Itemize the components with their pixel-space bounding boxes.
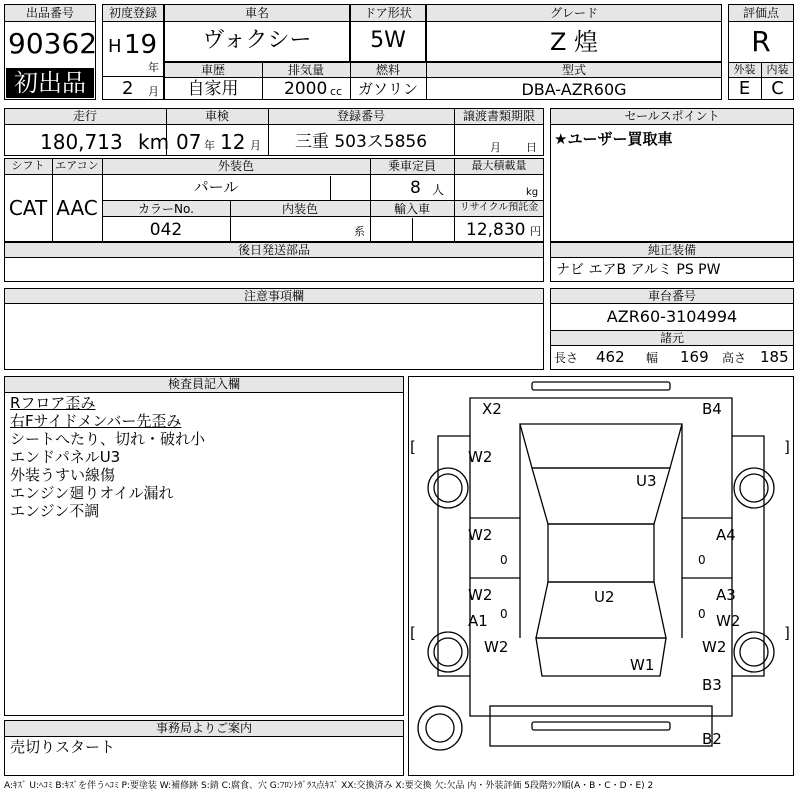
- grade: Z 煌: [549, 28, 599, 56]
- era: H: [108, 36, 122, 57]
- row3-div-import: [412, 218, 413, 242]
- inspector-note-1: Rフロア歪み: [10, 394, 96, 412]
- mark-a1: A1: [468, 612, 488, 630]
- import-label: 輸入車: [393, 202, 430, 216]
- spare-tire: [418, 706, 462, 750]
- month-unit: 月: [148, 85, 159, 98]
- height-label: 高さ: [722, 351, 747, 365]
- transfer-label: 譲渡書類期限: [462, 109, 535, 123]
- score-label: 評価点: [742, 6, 779, 20]
- capacity-label: 乗車定員: [387, 159, 436, 173]
- mark-a3: A3: [716, 586, 736, 604]
- insp-month: 12: [220, 130, 246, 154]
- sales-text: ★ユーザー買取車: [554, 130, 673, 148]
- rear-bumper-shape: [532, 722, 670, 730]
- fuel-label: 燃料: [375, 63, 400, 77]
- int-color-unit: 系: [354, 225, 365, 238]
- office-label: 事務局よりご案内: [155, 721, 252, 735]
- int-color-label: 内装色: [281, 202, 318, 216]
- inspector-note-7: エンジン不調: [10, 502, 100, 520]
- dims-label: 諸元: [659, 331, 684, 345]
- first-reg-label: 初度登録: [108, 6, 157, 20]
- door-type: 5W: [370, 28, 406, 53]
- bracket-fr: ]: [784, 438, 790, 456]
- history-label: 車歴: [200, 63, 225, 77]
- mark-b3: B3: [702, 676, 722, 694]
- spare-tire-inner: [426, 714, 454, 742]
- height: 185: [760, 348, 789, 366]
- row3-div-pearl: [330, 176, 331, 200]
- int-score: C: [771, 78, 784, 99]
- ext-color: パール: [193, 178, 239, 196]
- mileage-label: 走行: [72, 109, 97, 123]
- color-no-label: カラーNo.: [138, 202, 194, 216]
- inspector-note-6: エンジン廻りオイル漏れ: [10, 484, 174, 502]
- notes-label: 注意事項欄: [243, 289, 304, 303]
- mark-a4: A4: [716, 526, 736, 544]
- capacity-unit: 人: [432, 183, 445, 197]
- car-diagram: [408, 376, 794, 776]
- capacity: 8: [410, 178, 421, 198]
- ext-label: 外装: [733, 63, 756, 76]
- ext-score: E: [738, 78, 751, 99]
- displacement: 2000: [284, 79, 328, 99]
- mark-w2-rl-fender: W2: [484, 638, 509, 656]
- disp-unit: cc: [330, 85, 343, 98]
- transfer-day-unit: 日: [526, 141, 537, 154]
- mark-zero-l1: 0: [500, 553, 508, 567]
- mark-zero-r2: 0: [698, 607, 706, 621]
- mark-w2-rl-door: W2: [468, 586, 493, 604]
- load-unit: kg: [526, 187, 539, 198]
- shift-label: シフト: [11, 159, 45, 172]
- reg-number: 三重 503ス5856: [294, 132, 428, 152]
- inspector-note-2: 右Fサイドメンバー先歪み: [10, 412, 182, 430]
- width: 169: [680, 348, 709, 366]
- windshield-shape: [520, 424, 682, 468]
- insp-year: 07: [176, 130, 202, 154]
- first-badge-text: 初出品: [14, 69, 86, 97]
- inspector-note-3: シートへたり、切れ・破れ小: [10, 430, 206, 448]
- recycle: 12,830: [466, 220, 526, 240]
- mileage: 180,713: [40, 130, 123, 154]
- width-label: 幅: [646, 351, 659, 365]
- ext-color-label: 外装色: [217, 159, 254, 173]
- color-no: 042: [149, 220, 183, 240]
- later-label: 後日発送部品: [237, 243, 310, 257]
- car-name: ヴォクシー: [202, 28, 312, 53]
- name-label: 車名: [244, 6, 269, 20]
- load-label: 最大積載量: [471, 159, 527, 172]
- mark-u3: U3: [636, 472, 657, 490]
- mark-zero-l2: 0: [500, 607, 508, 621]
- fuel: ガソリン: [357, 80, 418, 98]
- shift: CAT: [8, 196, 48, 220]
- year-unit: 年: [148, 61, 159, 74]
- equipment: ナビ エアB アルミ PS PW: [556, 262, 721, 278]
- inspector-note-4: エンドパネルU3: [10, 448, 121, 466]
- mark-u2: U2: [594, 588, 615, 606]
- insp-month-unit: 月: [250, 139, 261, 152]
- first-reg-month: 2: [122, 78, 134, 99]
- chassis-number: AZR60-3104994: [606, 307, 738, 326]
- inspector-note-5: 外装うすい線傷: [10, 466, 116, 484]
- bracket-fl: [: [410, 438, 416, 456]
- reg-label: 登録番号: [336, 109, 385, 123]
- inspector-label: 検査員記入欄: [167, 377, 240, 391]
- int-label: 内装: [766, 63, 789, 76]
- mark-zero-r1: 0: [698, 553, 706, 567]
- roof-shape: [548, 524, 654, 582]
- lot-number: 90362: [8, 27, 98, 60]
- length-label: 長さ: [554, 351, 579, 365]
- mark-w2-fl-fender: W2: [468, 448, 493, 466]
- legend: A:ｷｽﾞ U:ﾍｺﾐ B:ｷｽﾞを伴うﾍｺﾐ P:要塗装 W:補修跡 S:錆 C:腐食、穴 G:ﾌﾛﾝﾄｶﾞﾗｽ点ｷｽﾞ XX:交換済み X:要交換 欠:欠品 内・外装評価 5段階ﾗﾝｸ順(A・B・C・D・E) 2: [4, 781, 654, 791]
- inspection-label: 車検: [204, 109, 229, 123]
- underbody-shape: [490, 706, 712, 746]
- mileage-unit: km: [138, 130, 170, 154]
- model: DBA-AZR60G: [521, 80, 627, 99]
- body-outline: [438, 398, 764, 716]
- model-label: 型式: [561, 63, 586, 77]
- office-text: 売切りスタート: [10, 738, 116, 756]
- equipment-label: 純正装備: [647, 243, 696, 257]
- ac: AAC: [56, 196, 98, 220]
- month-divider: [102, 76, 164, 77]
- insp-year-unit: 年: [204, 139, 215, 152]
- sales-label: セールスポイント: [624, 109, 720, 123]
- mark-b4: B4: [702, 400, 722, 418]
- mark-w2-rr-fender: W2: [702, 638, 727, 656]
- transfer-month-unit: 月: [490, 141, 501, 154]
- ac-label: エアコン: [55, 159, 99, 172]
- bracket-rl: [: [410, 624, 416, 642]
- front-bumper-shape: [532, 382, 670, 390]
- mark-w2-rr-door: W2: [716, 612, 741, 630]
- length: 462: [596, 348, 625, 366]
- bracket-rr: ]: [784, 624, 790, 642]
- mark-w2-fl-door: W2: [468, 526, 493, 544]
- score: R: [751, 25, 771, 58]
- grade-label: グレード: [549, 6, 598, 20]
- recycle-unit: 円: [530, 225, 541, 238]
- disp-label: 排気量: [287, 63, 324, 77]
- mark-w1: W1: [630, 656, 655, 674]
- history: 自家用: [187, 79, 239, 99]
- mark-b2: B2: [702, 730, 722, 748]
- lot-label: 出品番号: [25, 6, 74, 20]
- sales-box: [550, 108, 794, 242]
- recycle-label: リサイクル預託金: [459, 202, 539, 213]
- first-reg-year: 19: [124, 30, 158, 60]
- door-label: ドア形状: [364, 6, 412, 20]
- chassis-label: 車台番号: [647, 289, 696, 303]
- mark-x2: X2: [482, 400, 502, 418]
